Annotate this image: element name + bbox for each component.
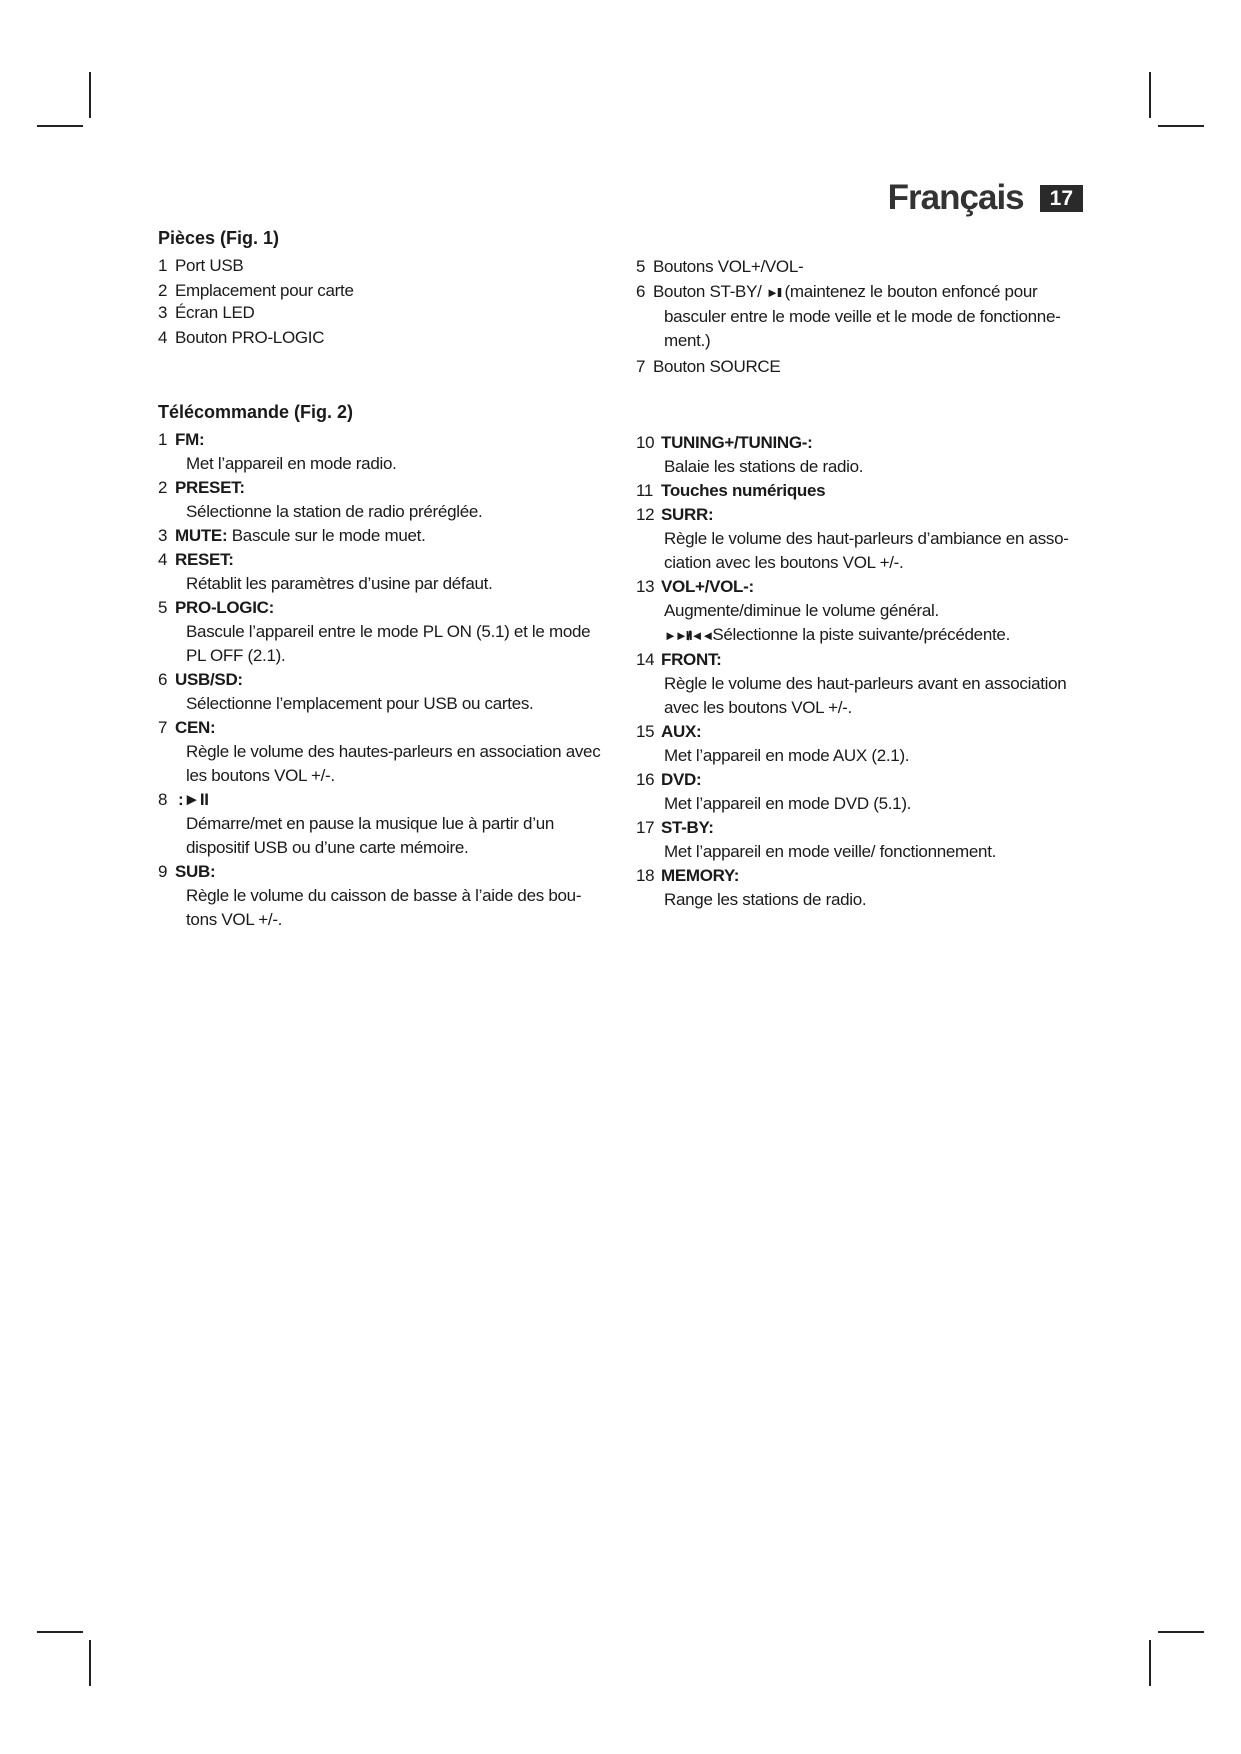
item-number: 18 — [636, 866, 655, 885]
item-number: 16 — [636, 770, 655, 789]
crop-mark — [89, 1640, 91, 1686]
item-label: CEN: — [175, 718, 216, 737]
list-item — [636, 503, 1086, 575]
list-item — [158, 596, 608, 668]
item-label: FM: — [175, 430, 205, 449]
item-text: (maintenez le bouton enfoncé pour — [784, 282, 1038, 301]
list-item — [636, 768, 1086, 816]
play-pause-icon: :►II — [178, 790, 209, 809]
crop-mark — [1158, 1631, 1204, 1633]
list-item — [158, 301, 618, 325]
item-number: 11 — [636, 481, 654, 500]
parts-section-right — [636, 255, 1086, 379]
remote-title: Télécommande (Fig. 2) — [158, 402, 354, 422]
item-description: Met l’appareil en mode AUX (2.1). — [664, 746, 910, 765]
item-description: Règle le volume des haut-parleurs d’ambiance en asso-ciation avec les boutons VOL +/-. — [664, 529, 1069, 572]
remote-section — [158, 402, 608, 932]
item-number: 15 — [636, 722, 655, 741]
item-description: Met l’appareil en mode DVD (5.1). — [664, 794, 912, 813]
list-item — [158, 716, 608, 788]
parts-list-left — [158, 254, 618, 350]
item-label: TUNING+/TUNING-: — [661, 433, 813, 452]
crop-mark — [1158, 125, 1204, 127]
item-number: 8 — [158, 790, 168, 809]
item-description — [661, 623, 1086, 648]
item-text: Emplacement pour carte — [175, 281, 354, 300]
list-item — [158, 524, 608, 548]
list-item — [636, 280, 1086, 353]
item-text: Bouton ST-BY/ — [653, 282, 762, 301]
list-item — [636, 479, 1086, 503]
page-number: 17 — [1040, 185, 1083, 212]
crop-mark — [37, 1631, 83, 1633]
item-number: 1 — [158, 256, 168, 275]
item-number: 5 — [636, 257, 646, 276]
list-item — [158, 326, 618, 350]
item-description: Sélectionne la station de radio préréglée. — [186, 502, 483, 521]
list-item — [636, 648, 1086, 720]
list-item — [158, 668, 608, 716]
list-item — [158, 254, 618, 278]
language-title: Français — [887, 178, 1024, 217]
item-label: PRESET: — [175, 478, 245, 497]
list-item — [158, 279, 618, 303]
list-item — [158, 476, 608, 524]
item-description: Range les stations de radio. — [664, 890, 867, 909]
crop-mark — [37, 125, 83, 127]
list-item — [158, 860, 608, 932]
list-item — [636, 355, 1086, 379]
remote-list-right — [636, 431, 1086, 912]
item-number: 14 — [636, 650, 655, 669]
parts-section — [158, 228, 618, 350]
remote-section-right — [636, 431, 1086, 912]
item-description: Règle le volume des hautes-parleurs en association avec les boutons VOL +/-. — [186, 742, 601, 785]
item-label: MEMORY: — [661, 866, 740, 885]
item-label: RESET: — [175, 550, 234, 569]
item-label: SURR: — [661, 505, 714, 524]
play-pause-icon: ►II — [766, 285, 781, 300]
item-number: 2 — [158, 478, 168, 497]
item-label: FRONT: — [661, 650, 722, 669]
skip-track-icon: ►►I/I◄◄ — [664, 628, 713, 643]
list-item — [636, 816, 1086, 864]
item-description: Règle le volume du caisson de basse à l’aide des bou-tons VOL +/-. — [186, 886, 582, 929]
list-item — [636, 720, 1086, 768]
item-number: 4 — [158, 550, 168, 569]
parts-title: Pièces (Fig. 1) — [158, 228, 280, 248]
item-description: Bascule l’appareil entre le mode PL ON (5.1) et le mode PL OFF (2.1). — [186, 622, 591, 665]
item-number: 7 — [636, 357, 646, 376]
item-description: Bascule sur le mode muet. — [231, 526, 426, 545]
item-label: VOL+/VOL-: — [661, 577, 754, 596]
item-label: PRO-LOGIC: — [175, 598, 274, 617]
item-text: Boutons VOL+/VOL- — [653, 257, 804, 276]
item-number: 9 — [158, 862, 168, 881]
item-label: DVD: — [661, 770, 702, 789]
item-label: USB/SD: — [175, 670, 243, 689]
item-number: 10 — [636, 433, 655, 452]
item-description: Augmente/diminue le volume général. — [664, 601, 939, 620]
item-number: 12 — [636, 505, 655, 524]
item-description: Met l’appareil en mode veille/ fonctionnement. — [664, 842, 997, 861]
crop-mark — [1149, 1640, 1151, 1686]
item-text: Port USB — [175, 256, 244, 275]
item-number: 2 — [158, 281, 168, 300]
remote-list-left — [158, 428, 608, 932]
list-item — [636, 255, 1086, 279]
item-text: Bouton SOURCE — [653, 357, 781, 376]
item-description: Met l’appareil en mode radio. — [186, 454, 397, 473]
item-label: SUB: — [175, 862, 216, 881]
list-item — [636, 864, 1086, 912]
item-description: Démarre/met en pause la musique lue à partir d’un dispositif USB ou d’une carte mémoire. — [186, 814, 554, 857]
item-number: 7 — [158, 718, 168, 737]
item-text: Bouton PRO-LOGIC — [175, 328, 325, 347]
item-number: 4 — [158, 328, 168, 347]
item-description: Balaie les stations de radio. — [664, 457, 864, 476]
item-number: 3 — [158, 303, 168, 322]
crop-mark — [89, 72, 91, 118]
list-item — [636, 575, 1086, 648]
item-number: 3 — [158, 526, 168, 545]
parts-list-right — [636, 255, 1086, 379]
item-description-text: Sélectionne la piste suivante/précédente. — [712, 625, 1010, 644]
crop-mark — [1149, 72, 1151, 118]
list-item — [636, 431, 1086, 479]
item-number: 6 — [158, 670, 168, 689]
item-text: Écran LED — [175, 303, 255, 322]
item-label: Touches numériques — [661, 481, 826, 500]
list-item — [158, 788, 608, 860]
item-description: Sélectionne l’emplacement pour USB ou cartes. — [186, 694, 534, 713]
item-description: Rétablit les paramètres d’usine par défaut. — [186, 574, 493, 593]
item-continuation: basculer entre le mode veille et le mode de fonctionne-ment.) — [664, 307, 1061, 350]
item-number: 1 — [158, 430, 168, 449]
item-description: Règle le volume des haut-parleurs avant en association avec les boutons VOL +/-. — [664, 674, 1067, 717]
item-number: 6 — [636, 282, 646, 301]
item-label: AUX: — [661, 722, 702, 741]
item-label: MUTE: — [175, 526, 228, 545]
page-header — [888, 178, 1083, 218]
item-label: ST-BY: — [661, 818, 714, 837]
item-number: 17 — [636, 818, 655, 837]
item-number: 5 — [158, 598, 168, 617]
list-item — [158, 548, 608, 596]
item-number: 13 — [636, 577, 655, 596]
list-item — [158, 428, 608, 476]
